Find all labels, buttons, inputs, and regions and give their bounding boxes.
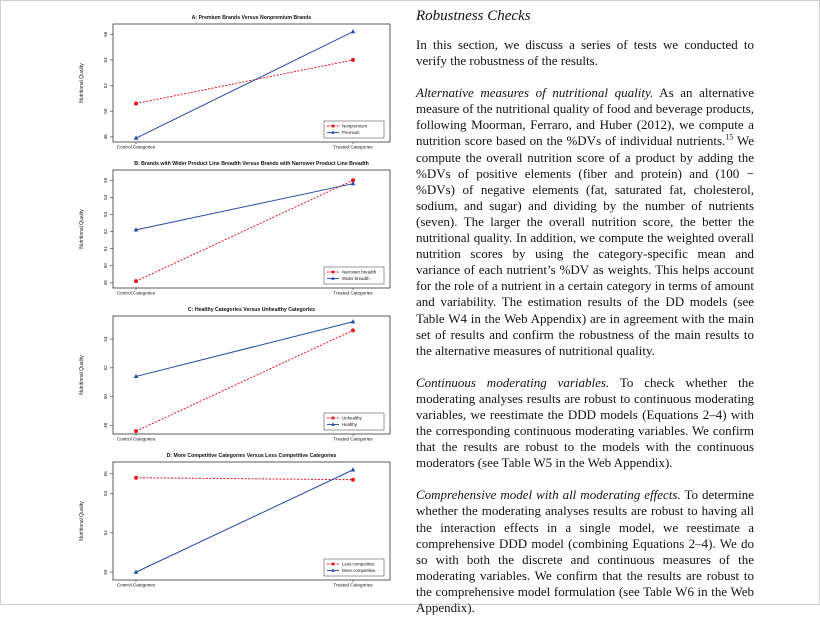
y-axis-label: Nutritional Quality: [79, 501, 85, 541]
series-line: [136, 32, 353, 138]
data-point: [351, 319, 356, 323]
y-tick-label: 54: [103, 490, 108, 497]
y-tick-label: 50: [103, 394, 108, 400]
legend-marker: [332, 271, 335, 274]
data-point: [351, 328, 355, 332]
data-point: [351, 181, 356, 185]
x-tick-label: Treated Categories: [333, 290, 373, 296]
y-tick-label: 48: [103, 422, 108, 428]
legend-label: Nonpremium: [342, 123, 368, 129]
data-point: [351, 58, 355, 62]
chart-title: C: Healthy Categories Versus Unhealthy Categories: [187, 307, 316, 313]
x-tick-label: Control Categories: [116, 144, 156, 150]
y-axis-label: Nutritional Quality: [79, 209, 85, 249]
legend-label: Narrower breadth: [342, 269, 377, 275]
x-tick-label: Control Categories: [116, 582, 156, 588]
y-tick-label: 54: [103, 194, 108, 200]
data-point: [351, 467, 356, 471]
data-point: [134, 279, 138, 283]
y-axis-label: Nutritional Quality: [79, 63, 85, 103]
chart-title: D: More Competitive Categories Versus Less Competitive Categories: [166, 453, 337, 459]
y-tick-label: 48: [103, 134, 108, 140]
paragraph-title: Alternative measures of nutritional quality.: [416, 85, 654, 101]
paragraph-title: Continuous moderating variables.: [416, 374, 610, 390]
chart-b: [66, 156, 396, 299]
legend-marker: [332, 125, 335, 128]
series-line: [136, 322, 353, 377]
y-tick-label: 52: [103, 530, 108, 536]
y-tick-label: 54: [103, 336, 108, 342]
data-point: [351, 29, 356, 33]
paragraph-title: Comprehensive model with all moderating effects.: [416, 487, 681, 503]
legend-label: Less competitive: [342, 561, 375, 567]
chart-a: [66, 10, 396, 153]
x-tick-label: Control Categories: [116, 290, 156, 296]
y-tick-label: 55: [103, 471, 108, 477]
chart-panel-c: [66, 302, 396, 445]
y-tick-label: 50: [103, 263, 108, 269]
data-point: [134, 429, 138, 433]
y-tick-label: 50: [103, 108, 108, 114]
paragraph-body-continued: We compute the overall nutrition score of a product by adding the %DVs of positive elements (fiber and protein) and (100 − %DVs) of negative elements (fat, saturated fat, cholesterol, sodium, and sugar) and dividing by the number of nutrients (seven). The larger the overall nutrition score, the better the nutritional quality. In addition, we compute the weighted overall nutrition scores by using the category-specific mean and variance of each nutrient’s %DV as weights. This helps account for the role of a nutrient in a certain category in terms of amount and variability. The estimation results of the DD models (see Table W4 in the Web Appendix) are in agreement with the main set of results and confirm the robustness of the main results to the alternative measures of nutritional quality.: [416, 133, 755, 358]
x-tick-label: Treated Categories: [333, 144, 373, 150]
chart-title: A: Premium Brands Versus Nonpremium Brands: [191, 15, 312, 21]
y-tick-label: 53: [103, 211, 108, 218]
x-tick-label: Treated Categories: [333, 582, 373, 588]
chart-c: [66, 302, 396, 445]
legend-label: Premium: [342, 130, 360, 136]
y-tick-label: 56: [103, 31, 108, 37]
paragraph-body: To check whether the moderating analyses results are robust to continuous moderating variables, we reestimate the DDD models (Equations 2–4) with the corresponding continuous moderating variables. We confirm that the results are robust to the models with the continuous moderators (see Table W5 in the Web Appendix).: [416, 374, 754, 471]
section-heading: Robustness Checks: [416, 8, 531, 24]
footnote-ref[interactable]: 15: [725, 133, 734, 143]
figure-column: [66, 10, 396, 590]
legend-marker: [332, 417, 335, 420]
y-tick-label: 52: [103, 365, 108, 371]
paragraph-alternative-measures: [416, 85, 754, 359]
chart-panel-a: [66, 10, 396, 153]
chart-title: B: Brands with Wider Product Line Breadth Versus Brands with Narrower Product Line Breadth: [134, 161, 369, 167]
y-tick-label: 54: [103, 57, 108, 63]
y-tick-label: 52: [103, 83, 108, 89]
legend-label: Unhealthy: [342, 415, 362, 421]
paragraph-continuous-moderators: [416, 375, 754, 472]
y-tick-label: 51: [103, 246, 108, 252]
paragraph-body: To determine whether the moderating analyses results are robust to having all the interaction effects in a single model, we reestimate a comprehensive DDD model (combining Equations 2–4). We do so with both the discrete and continuous measures of the moderating variables. We confirm that the results are robust to the comprehensive model formulation (see Table W6 in the Web Appendix).: [416, 487, 755, 615]
text-column: [416, 8, 754, 632]
legend-label: More competitive: [342, 568, 376, 574]
paragraph-comprehensive-model: [416, 487, 754, 616]
x-tick-label: Control Categories: [116, 436, 156, 442]
data-point: [134, 102, 138, 106]
series-line: [136, 478, 353, 480]
y-tick-label: 49: [103, 280, 108, 286]
series-line: [136, 330, 353, 431]
data-point: [134, 476, 138, 480]
intro-paragraph: In this section, we discuss a series of tests we conducted to verify the robustness of the results.: [416, 37, 754, 69]
y-tick-label: 50: [103, 569, 108, 575]
series-line: [136, 184, 353, 230]
data-point: [351, 478, 355, 482]
series-line: [136, 470, 353, 572]
chart-d: [66, 448, 396, 591]
y-tick-label: 55: [103, 177, 108, 183]
legend-marker: [332, 563, 335, 566]
series-line: [136, 180, 353, 281]
y-tick-label: 52: [103, 229, 108, 235]
legend-label: Healthy: [342, 422, 357, 428]
legend-label: Wider breadth: [342, 276, 370, 282]
chart-panel-b: [66, 156, 396, 299]
y-axis-label: Nutritional Quality: [79, 355, 85, 395]
x-tick-label: Treated Categories: [333, 436, 373, 442]
series-line: [136, 60, 353, 104]
chart-panel-d: [66, 448, 396, 591]
paragraph-body: As an alternative measure of the nutritional quality of food and beverage products, following Moorman, Ferraro, and Huber (2012), we compute a nutrition score based on the %DVs of individual nutrients.: [416, 85, 755, 149]
